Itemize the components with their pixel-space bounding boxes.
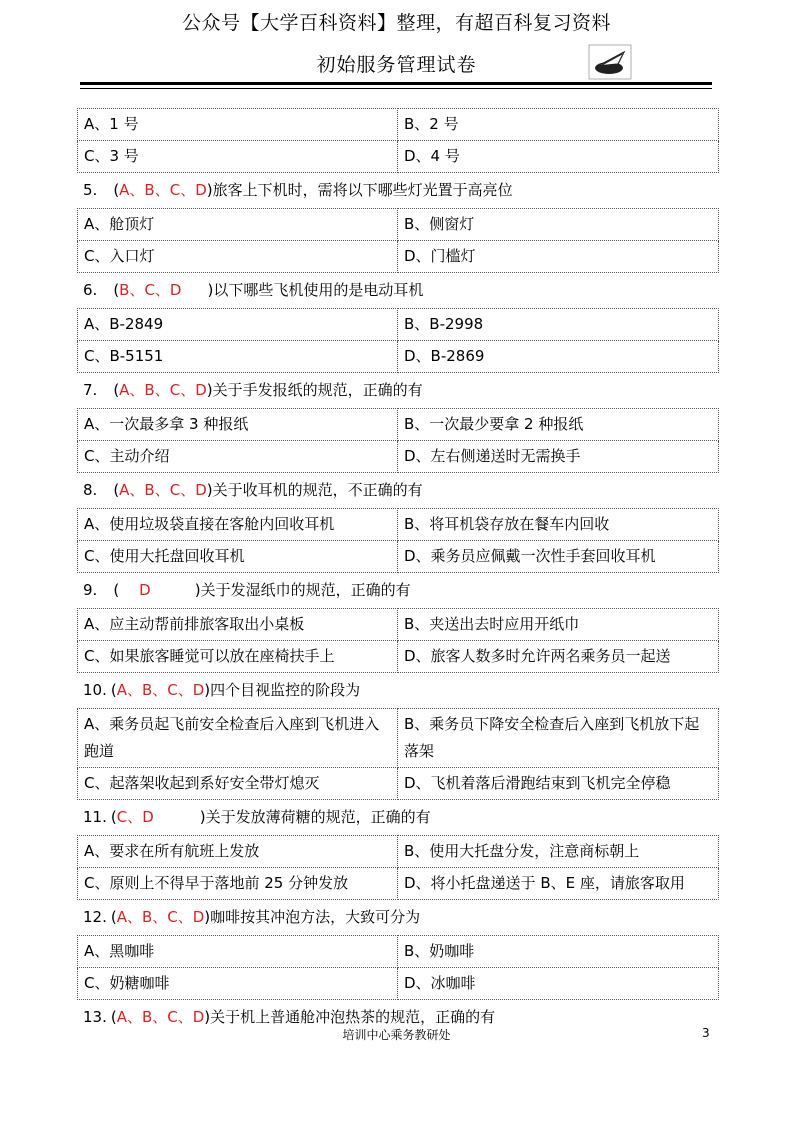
question-number: 13. [83, 1008, 107, 1026]
option-d: D、B-2869 [398, 341, 719, 373]
document-title: 初始服务管理试卷 [316, 54, 477, 76]
question-number: 11. [83, 808, 107, 826]
option-b: B、乘务员下降安全检查后入座到飞机放下起落架 [398, 709, 719, 768]
option-b: B、一次最少要拿 2 种报纸 [398, 409, 719, 441]
question-number: 6. [83, 281, 98, 299]
exam-content [77, 108, 719, 1035]
options-table-q4 [77, 108, 719, 173]
answer-close-paren: ) [204, 908, 211, 926]
options-table-q10 [77, 708, 719, 800]
answer-key: A、B、C、D [116, 1008, 205, 1026]
banner-text: 公众号【大学百科资料】整理，有超百科复习资料 [181, 12, 611, 34]
question-11 [77, 800, 719, 835]
option-c: C、使用大托盘回收耳机 [78, 541, 398, 573]
header-rule-thick [80, 82, 712, 85]
answer-close-paren: ) [206, 181, 213, 199]
answer-open-paren: ( [110, 1008, 117, 1026]
question-text: 关于发湿纸巾的规范，正确的有 [200, 581, 411, 599]
answer-key: B、C、D [119, 281, 182, 299]
options-table-q6 [77, 308, 719, 373]
answer-open-paren: ( [113, 181, 120, 199]
option-d: D、左右侧递送时无需换手 [398, 441, 719, 473]
options-table-q9 [77, 608, 719, 673]
header-rule-thin [80, 88, 712, 89]
footer-text: 培训中心乘务教研处 [342, 1028, 451, 1042]
option-d: D、4 号 [398, 141, 719, 173]
question-6 [77, 273, 719, 308]
question-text: 关于机上普通舱冲泡热茶的规范，正确的有 [210, 1008, 496, 1026]
question-10 [77, 673, 719, 708]
answer-close-paren: ) [204, 1008, 211, 1026]
answer-open-paren: ( [110, 908, 117, 926]
answer-key: A、B、C、D [119, 481, 207, 499]
options-table-q8 [77, 508, 719, 573]
answer-close-paren: ) [207, 281, 214, 299]
question-text: 旅客上下机时，需将以下哪些灯光置于高亮位 [212, 181, 513, 199]
answer-open-paren: ( [113, 281, 120, 299]
option-d: D、将小托盘递送于 B、E 座，请旅客取用 [398, 868, 719, 900]
question-number: 8. [83, 481, 98, 499]
question-text: 关于发放薄荷糖的规范，正确的有 [205, 808, 431, 826]
option-c: C、如果旅客睡觉可以放在座椅扶手上 [78, 641, 398, 673]
answer-key: A、B、C、D [119, 181, 207, 199]
option-a: A、黑咖啡 [78, 936, 398, 968]
option-c: C、入口灯 [78, 241, 398, 273]
question-number: 10. [83, 681, 107, 699]
option-d: D、旅客人数多时允许两名乘务员一起送 [398, 641, 719, 673]
question-text: 关于手发报纸的规范，正确的有 [212, 381, 423, 399]
answer-key: A、B、C、D [116, 681, 205, 699]
answer-close-paren: ) [194, 581, 201, 599]
airline-logo-icon [588, 44, 632, 80]
option-c: C、3 号 [78, 141, 398, 173]
answer-close-paren: ) [206, 481, 213, 499]
question-8 [77, 473, 719, 508]
option-a: A、乘务员起飞前安全检查后入座到飞机进入跑道 [78, 709, 398, 768]
option-b: B、2 号 [398, 109, 719, 141]
option-a: A、1 号 [78, 109, 398, 141]
option-b: B、使用大托盘分发，注意商标朝上 [398, 836, 719, 868]
answer-close-paren: ) [204, 681, 211, 699]
answer-open-paren: ( [113, 481, 120, 499]
question-number: 9. [83, 581, 98, 599]
answer-close-paren: ) [199, 808, 206, 826]
option-c: C、原则上不得早于落地前 25 分钟发放 [78, 868, 398, 900]
option-a: A、要求在所有航班上发放 [78, 836, 398, 868]
answer-key: A、B、C、D [116, 908, 205, 926]
question-number: 7. [83, 381, 98, 399]
question-7 [77, 373, 719, 408]
question-number: 5. [83, 181, 98, 199]
answer-open-paren: ( [113, 381, 120, 399]
option-a: A、舱顶灯 [78, 209, 398, 241]
answer-close-paren: ) [206, 381, 213, 399]
page-number: 3 [702, 1026, 710, 1040]
option-b: B、奶咖啡 [398, 936, 719, 968]
option-d: D、乘务员应佩戴一次性手套回收耳机 [398, 541, 719, 573]
option-c: C、奶糖咖啡 [78, 968, 398, 1000]
question-number: 12. [83, 908, 107, 926]
option-d: D、冰咖啡 [398, 968, 719, 1000]
options-table-q5 [77, 208, 719, 273]
question-text: 关于收耳机的规范，不正确的有 [212, 481, 423, 499]
option-c: C、主动介绍 [78, 441, 398, 473]
option-a: A、B-2849 [78, 309, 398, 341]
answer-key: A、B、C、D [119, 381, 207, 399]
question-5 [77, 173, 719, 208]
answer-key: C、D [116, 808, 154, 826]
answer-open-paren: ( [110, 681, 117, 699]
option-d: D、门槛灯 [398, 241, 719, 273]
option-d: D、飞机着落后滑跑结束到飞机完全停稳 [398, 768, 719, 800]
answer-open-paren: ( [110, 808, 117, 826]
answer-key: D [139, 581, 151, 599]
options-table-q12 [77, 935, 719, 1000]
question-text: 咖啡按其冲泡方法，大致可分为 [210, 908, 421, 926]
option-b: B、将耳机袋存放在餐车内回收 [398, 509, 719, 541]
option-b: B、侧窗灯 [398, 209, 719, 241]
options-table-q7 [77, 408, 719, 473]
question-text: 以下哪些飞机使用的是电动耳机 [213, 281, 424, 299]
question-text: 四个目视监控的阶段为 [210, 681, 361, 699]
question-9 [77, 573, 719, 608]
option-a: A、应主动帮前排旅客取出小桌板 [78, 609, 398, 641]
option-c: C、起落架收起到系好安全带灯熄灭 [78, 768, 398, 800]
answer-open-paren: ( [113, 581, 120, 599]
option-a: A、使用垃圾袋直接在客舱内回收耳机 [78, 509, 398, 541]
option-b: B、夹送出去时应用开纸巾 [398, 609, 719, 641]
question-12 [77, 900, 719, 935]
option-c: C、B-5151 [78, 341, 398, 373]
option-a: A、一次最多拿 3 种报纸 [78, 409, 398, 441]
option-b: B、B-2998 [398, 309, 719, 341]
options-table-q11 [77, 835, 719, 900]
